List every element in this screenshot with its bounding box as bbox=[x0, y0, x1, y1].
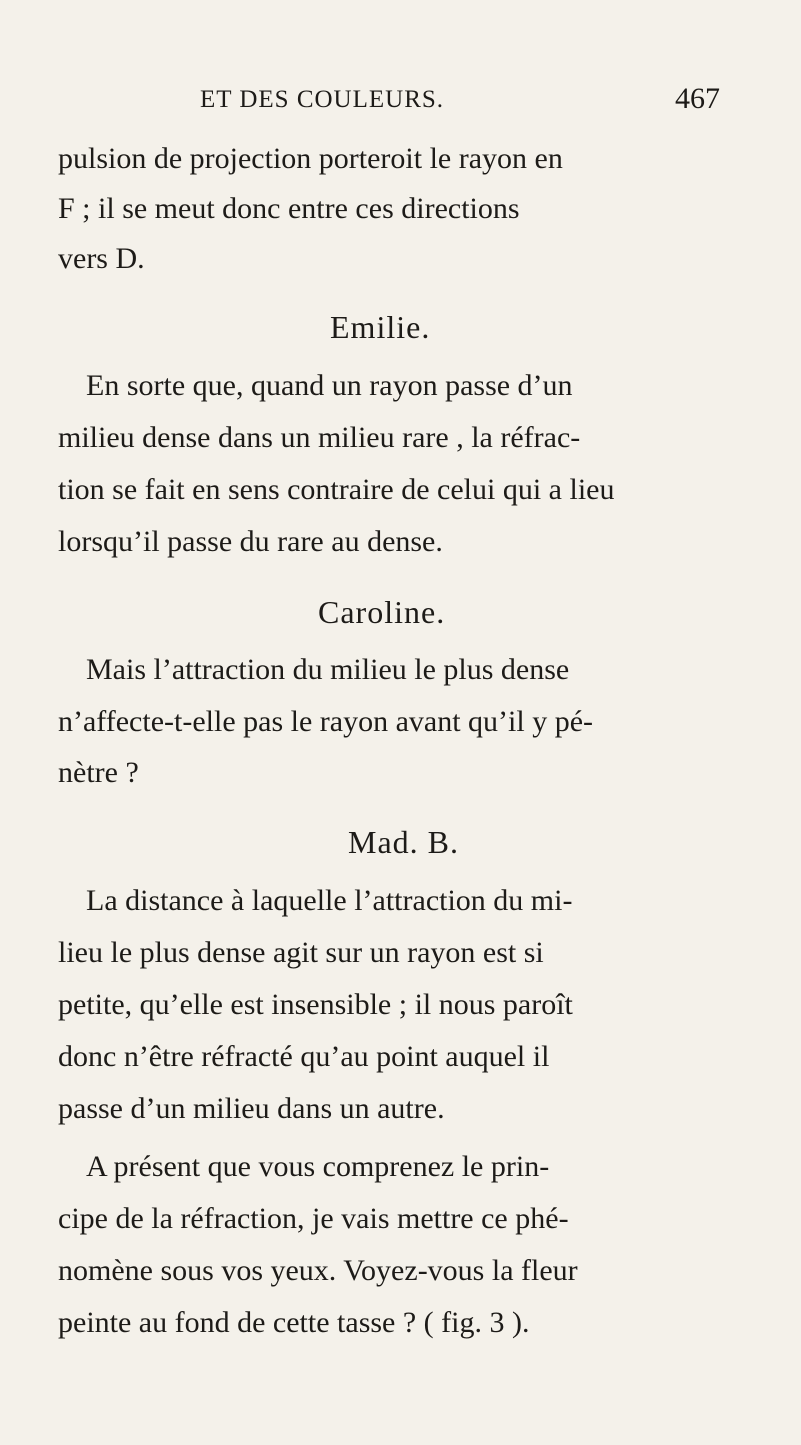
text-line: lieu le plus dense agit sur un rayon est si bbox=[58, 936, 544, 969]
text-line: nètre ? bbox=[58, 756, 139, 789]
text-line: A présent que vous comprenez le prin- bbox=[86, 1150, 550, 1183]
speaker-name: Mad. B. bbox=[348, 824, 459, 860]
speaker-name: Caroline. bbox=[318, 594, 446, 630]
text-line: petite, qu’elle est insensible ; il nous paroît bbox=[58, 988, 573, 1021]
speaker-name: Emilie. bbox=[330, 309, 431, 345]
text-line: tion se fait en sens contraire de celui qui a lieu bbox=[58, 473, 615, 506]
text-line: En sorte que, quand un rayon passe d’un bbox=[86, 369, 573, 402]
page-number: 467 bbox=[675, 82, 720, 115]
text-line: passe d’un milieu dans un autre. bbox=[58, 1092, 445, 1125]
text-line: donc n’être réfracté qu’au point auquel il bbox=[58, 1040, 550, 1073]
text-line: cipe de la réfraction, je vais mettre ce phé- bbox=[58, 1202, 569, 1235]
text-line: pulsion de projection porteroit le rayon en bbox=[58, 142, 563, 175]
running-title: ET DES COULEURS. bbox=[200, 86, 445, 113]
text-line: milieu dense dans un milieu rare , la réfrac- bbox=[58, 421, 581, 454]
text-line: lorsqu’il passe du rare au dense. bbox=[58, 525, 443, 558]
text-line: nomène sous vos yeux. Voyez-vous la fleur bbox=[58, 1254, 578, 1287]
text-line: F ; il se meut donc entre ces directions bbox=[58, 192, 520, 225]
text-line: peinte au fond de cette tasse ? ( fig. 3 ). bbox=[58, 1306, 530, 1339]
text-line: La distance à laquelle l’attraction du mi- bbox=[86, 884, 573, 917]
text-line: n’affecte-t-elle pas le rayon avant qu’il y pé- bbox=[58, 705, 594, 738]
running-head bbox=[200, 82, 720, 122]
text-line: Mais l’attraction du milieu le plus dense bbox=[86, 653, 570, 686]
text-line: vers D. bbox=[58, 242, 145, 275]
